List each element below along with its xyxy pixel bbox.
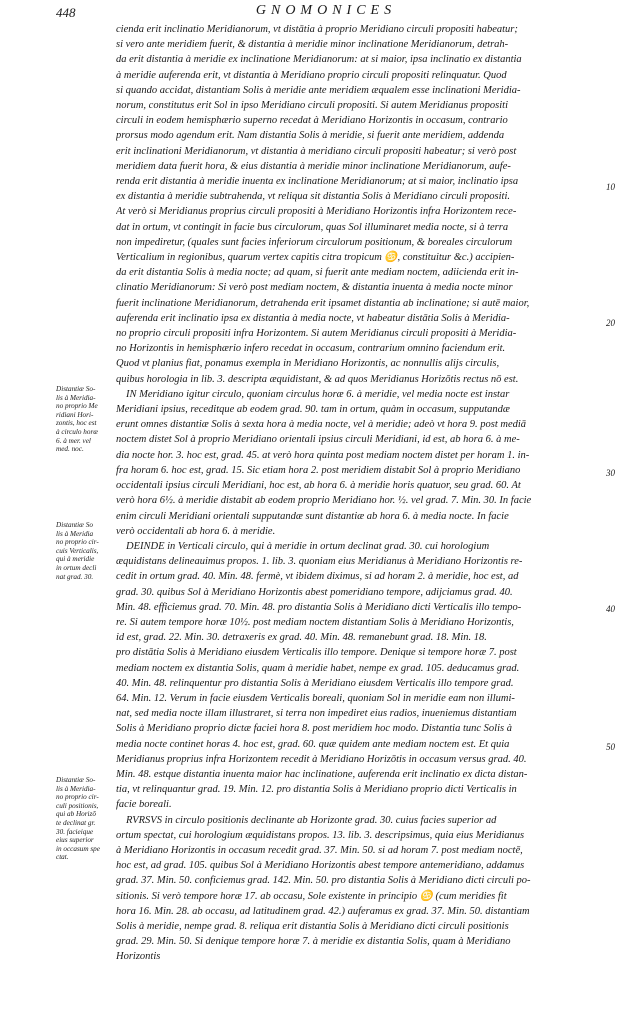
text-line: ortum spectat, cui horologium æquidistans propos. 13. lib. 3. descripsimus, quia eius Meridianus	[116, 829, 525, 841]
text-line: sitionis. Si verò tempore horæ 17. ab occasu, Sole existente in principio ♋ (cum meridies fit	[116, 890, 507, 902]
margin-note-line: no proprio cir-	[56, 793, 99, 802]
text-line: clinatio Meridianorum: Si verò post mediam noctem, & distantia inuenta à media nocte minor	[116, 282, 513, 294]
paragraph	[116, 539, 594, 813]
page-header	[56, 3, 596, 23]
text-line: prorsus modo agendum erit. Nam distantia Solis à meridie, si fuerit ante meridiem, addenda	[116, 130, 505, 142]
line-number: 40	[606, 604, 615, 614]
text-line: non impediretur, (quales sunt facies inferiorum circulorum positionum, & boreales circulorum	[116, 236, 513, 248]
text-line: media nocte continet horas 4. hoc est, grad. 60. quæ quidem ante mediam noctem est. Et quia	[116, 738, 510, 750]
text-line: si quando accidat, distantiam Solis à meridie ante meridiem æqualem esse inclinationi Meridia-	[116, 84, 521, 96]
text-line: mediam noctem ex distantia Solis, quam à meridie habet, nempe ex grad. 105. deducamus grad.	[116, 662, 520, 674]
text-line: id est, grad. 22. Min. 30. detraxeris ex grad. 40. Min. 48. remanebunt grad. 18. Min. 18.	[116, 632, 487, 644]
text-line: dat in ortum, vt contingit in facie bus circulorum, quas Sol illuminaret media nocte, si à terra	[116, 221, 509, 233]
margin-note-line: 6. à mer. vel	[56, 436, 91, 445]
margin-note-line: 30. facieique	[56, 827, 94, 836]
text-line: enim circuli Meridiani orientali supputandæ sunt distantiæ ab hora 6. à media nocte. In facie	[116, 510, 509, 522]
text-line: verò hora 6½. à meridie distabit ab eodem proprio Meridiano hor. ½. vel grad. 7. Min. 30. In facie	[116, 495, 532, 507]
margin-note-line: qui à meridie	[56, 555, 95, 564]
text-line: occidentali ipsius circuli Meridiani, hoc est, ab hora 6. à meridie horis quatuor, seu grad. 60. At	[116, 480, 521, 492]
text-line: à Meridiano Horizontis in occasum recedit grad. 37. Min. 50. si ad horam 7. post mediam noctē,	[116, 844, 523, 856]
text-line: Horizontis	[116, 951, 161, 963]
running-title: GNOMONICES	[255, 3, 397, 18]
text-line: tia, vt relinquantur grad. 19. Min. 12. pro distantia Solis à Meridiano proprio dicti Verticalis in	[116, 784, 517, 796]
margin-note-line: Distantiæ So	[56, 521, 93, 529]
margin-note-line: nat grad. 30.	[56, 572, 94, 581]
margin-note-line: cuis Verticalis,	[56, 546, 99, 555]
text-line: fra horam 6. hoc est, grad. 15. Sic etiam hora 2. post meridiem distabit Sol à proprio Meridiano	[116, 464, 521, 476]
line-number: 30	[606, 468, 615, 478]
text-line: re. Si autem tempore horæ 10½. post mediam noctem distantiam Solis à Meridiano Horizontis,	[116, 616, 514, 628]
line-number: 50	[606, 742, 615, 752]
text-line: Verticalium in regionibus, quarum vertex capitis citra tropicum ♋, constituitur &c.) accipien-	[116, 252, 515, 264]
text-line: renda erit distantia à meridie inuenta ex inclinatione Meridianorum; at si maior, inclinatio ipsa	[116, 176, 519, 188]
paragraph	[116, 813, 594, 965]
margin-note	[56, 521, 114, 581]
text-line: Meridianus proprius infra Horizontem recedit à Meridiano Horizōtis in occasum versus grad. 40.	[116, 753, 527, 765]
text-line: grad. 37. Min. 50. conficiemus grad. 142. Min. 50. pro distantia Solis à Meridiano dicti circuli po-	[116, 875, 531, 887]
text-line: pro distātia Solis à Meridiano eiusdem Verticalis illo tempore. Denique si tempore horæ 7. post	[116, 647, 517, 659]
margin-note-line: zontis, hoc est	[56, 419, 97, 428]
text-line: RVRSVS in circulo positionis declinante ab Horizonte grad. 30. cuius facies superior ad	[126, 814, 497, 826]
text-line: nat, sed media nocte illam illustraret, si terra non impediret eius radios, inueniemus distantiam	[116, 708, 517, 720]
text-line: à meridie auferenda erit, vt distantia à Meridiano proprio circuli propositi relinquatur. Quod	[116, 69, 507, 81]
text-line: da erit distantia Solis à media nocte; ad quam, si fuerit ante mediam noctem, adiicienda erit in-	[116, 267, 519, 279]
line-number: 10	[606, 182, 615, 192]
text-line: no Horizontis in hemisphærio infero recedat in occasum, contrarium omnino faciendum erit.	[116, 343, 506, 355]
text-line: no proprio circuli propositi infra Horizontem. Si autem Meridianus circuli propositi à Meridia-	[116, 328, 517, 340]
margin-note-line: eius superior	[56, 836, 94, 845]
text-line: erunt omnes distantiæ Solis à sexta hora à media nocte, vel à meridie; adeò vt hora 9. post mediā	[116, 419, 527, 431]
text-line: hora 16. Min. 28. ab occasu, ad latitudinem grad. 42.) auferamus ex grad. 37. Min. 50. distantiam	[116, 905, 530, 917]
paragraph	[116, 387, 594, 539]
margin-note-line: ridiani Hori-	[56, 410, 94, 419]
text-line: hoc est, ad grad. 105. quibus Sol à Meridiano Horizontis abest tempore antemeridiano, addamus	[116, 860, 525, 872]
text-line: 64. Min. 12. Verum in facie eiusdem Verticalis boreali, quoniam Sol in meridie eam non illumi-	[116, 692, 515, 704]
text-line: facie boreali.	[116, 799, 172, 811]
text-line: fuerit inclinatione Meridianorum, detrahenda erit ipsamet distantia ab inclinatione; si autē maior,	[116, 297, 530, 309]
margin-note-line: à circulo horæ	[56, 427, 99, 436]
margin-note-line: in ortum decli	[56, 563, 97, 572]
line-number: 20	[606, 318, 615, 328]
text-line: auferenda erit inclinatio ipsa ex distantia à media nocte, vt habeatur distātia Solis à Meridia-	[116, 312, 510, 324]
text-line: Quod vt planius fiat, ponamus exempla in Meridiano Horizontis, ac nonnullis alijs circulis,	[116, 358, 500, 370]
text-line: IN Meridiano igitur circulo, quoniam circulus horæ 6. à meridie, vel media nocte est instar	[126, 388, 510, 400]
text-line: At verò si Meridianus proprius circuli propositi à Meridiano Horizontis infra Horizontem rece-	[116, 206, 517, 218]
body-text	[116, 22, 594, 965]
margin-note-line: no proprio cir-	[56, 538, 99, 547]
margin-note-line: Distantiæ So-	[56, 776, 96, 784]
margin-note-line: lis à Meridia	[56, 529, 94, 538]
text-line: Meridiani ipsius, receditque ab eodem grad. 90. tam in ortum, quàm in occasum, supputandæ	[116, 404, 510, 416]
margin-note-line: no proprio Me	[56, 402, 98, 411]
margin-note-line: qui ab Horizō	[56, 810, 96, 819]
text-line: erit inclinationi Meridianorum, vt distantia à meridiano circuli propositi habeatur; si verò post	[116, 145, 517, 157]
margin-note-line: culi positionis,	[56, 801, 99, 810]
text-line: norum, constitutus erit Sol in ipso Meridiano circuli propositi. Si autem Meridianus propositi	[116, 100, 508, 112]
margin-note-line: med. noc.	[56, 445, 84, 454]
margin-note-line: lis à Meridia-	[56, 784, 96, 793]
text-line: quibus horologia in lib. 3. descripta æquidistant, & ad quos Meridianus Horizōtis rectus nō est.	[116, 373, 519, 385]
text-line: si vero ante meridiem fuerit, & distantia à meridie minor inclinatione Meridianorum, detrah-	[116, 39, 509, 51]
paragraph	[116, 22, 594, 387]
text-line: noctem distet Sol à proprio Meridiano orientali ipsius circuli Meridiani, id est, ab hora 6. à me-	[116, 434, 520, 446]
text-line: grad. 30. quibus Sol à Meridiano Horizontis abest pomeridiano tempore, adijciamus grad. 40.	[116, 586, 513, 598]
text-line: 40. Min. 48. relinquentur pro distantia Solis à Meridiano eiusdem Verticalis illo tempore grad.	[116, 677, 514, 689]
page-number: 448	[56, 5, 76, 20]
text-line: Min. 48. estque distantia inuenta maior hac inclinatione, auferenda erit inclinatio ex dicta distan-	[116, 768, 528, 780]
text-line: circuli in eodem hemisphærio superno recedat à Meridiano Horizontis in occasum, contrario	[116, 115, 508, 127]
margin-note-line: lis à Meridia-	[56, 393, 96, 402]
margin-note-line: Distantiæ So-	[56, 385, 96, 393]
text-line: Min. 48. efficiemus grad. 70. Min. 48. pro distantia Solis à Meridiano dicti Verticalis illo tempo-	[116, 601, 522, 613]
text-line: grad. 29. Min. 50. Si denique tempore horæ 7. à meridie ex distantia Solis, quam à Meridiano	[116, 936, 511, 948]
margin-note-line: ctat.	[56, 853, 69, 862]
text-line: Solis à Meridiano proprio dictæ faciei hora 8. post meridiem hoc modo. Distantia tunc Solis à	[116, 723, 512, 735]
margin-note	[56, 776, 114, 862]
text-line: ex distantia à meridie subtrahenda, vt reliqua sit distantia Solis à Meridiano circuli propositi.	[116, 191, 511, 203]
text-line: cedit in ortum grad. 40. Min. 48. fermè, vt ibidem diximus, si ad horam 2. à meridie, hoc est, ad	[116, 571, 519, 583]
text-line: Solis à meridie, nempe grad. 8. reliqua erit distantia Solis à Meridiano dicti circuli positionis	[116, 920, 509, 932]
text-line: cienda erit inclinatio Meridianorum, vt distātia à proprio Meridiano circuli propositi habeatur;	[116, 24, 518, 35]
text-line: meridiem data fuerit hora, & eius distantia à meridie minor inclinatione Meridianorum, aufe-	[116, 160, 511, 172]
margin-note-line: te declinat gr.	[56, 818, 96, 827]
margin-note-line: in occasum spe	[56, 844, 100, 853]
text-line: da erit distantia à meridie ex inclinatione Meridianorum: at si maior, ipsa inclinatio ex distantia	[116, 54, 522, 66]
text-line: verò occidentali ab hora 6. à meridie.	[116, 525, 276, 537]
text-line: æquidistans delineauimus propos. 1. lib. 3. quoniam eius Meridianus à Meridiano Horizontis re-	[116, 556, 523, 568]
margin-note	[56, 385, 114, 454]
text-line: dia nocte hor. 3. hoc est, grad. 45. at verò hora quinta post mediam noctem distet per horam 1. in-	[116, 449, 530, 461]
text-line: DEINDE in Verticali circulo, qui à meridie in ortum declinat grad. 30. cui horologium	[126, 540, 490, 552]
